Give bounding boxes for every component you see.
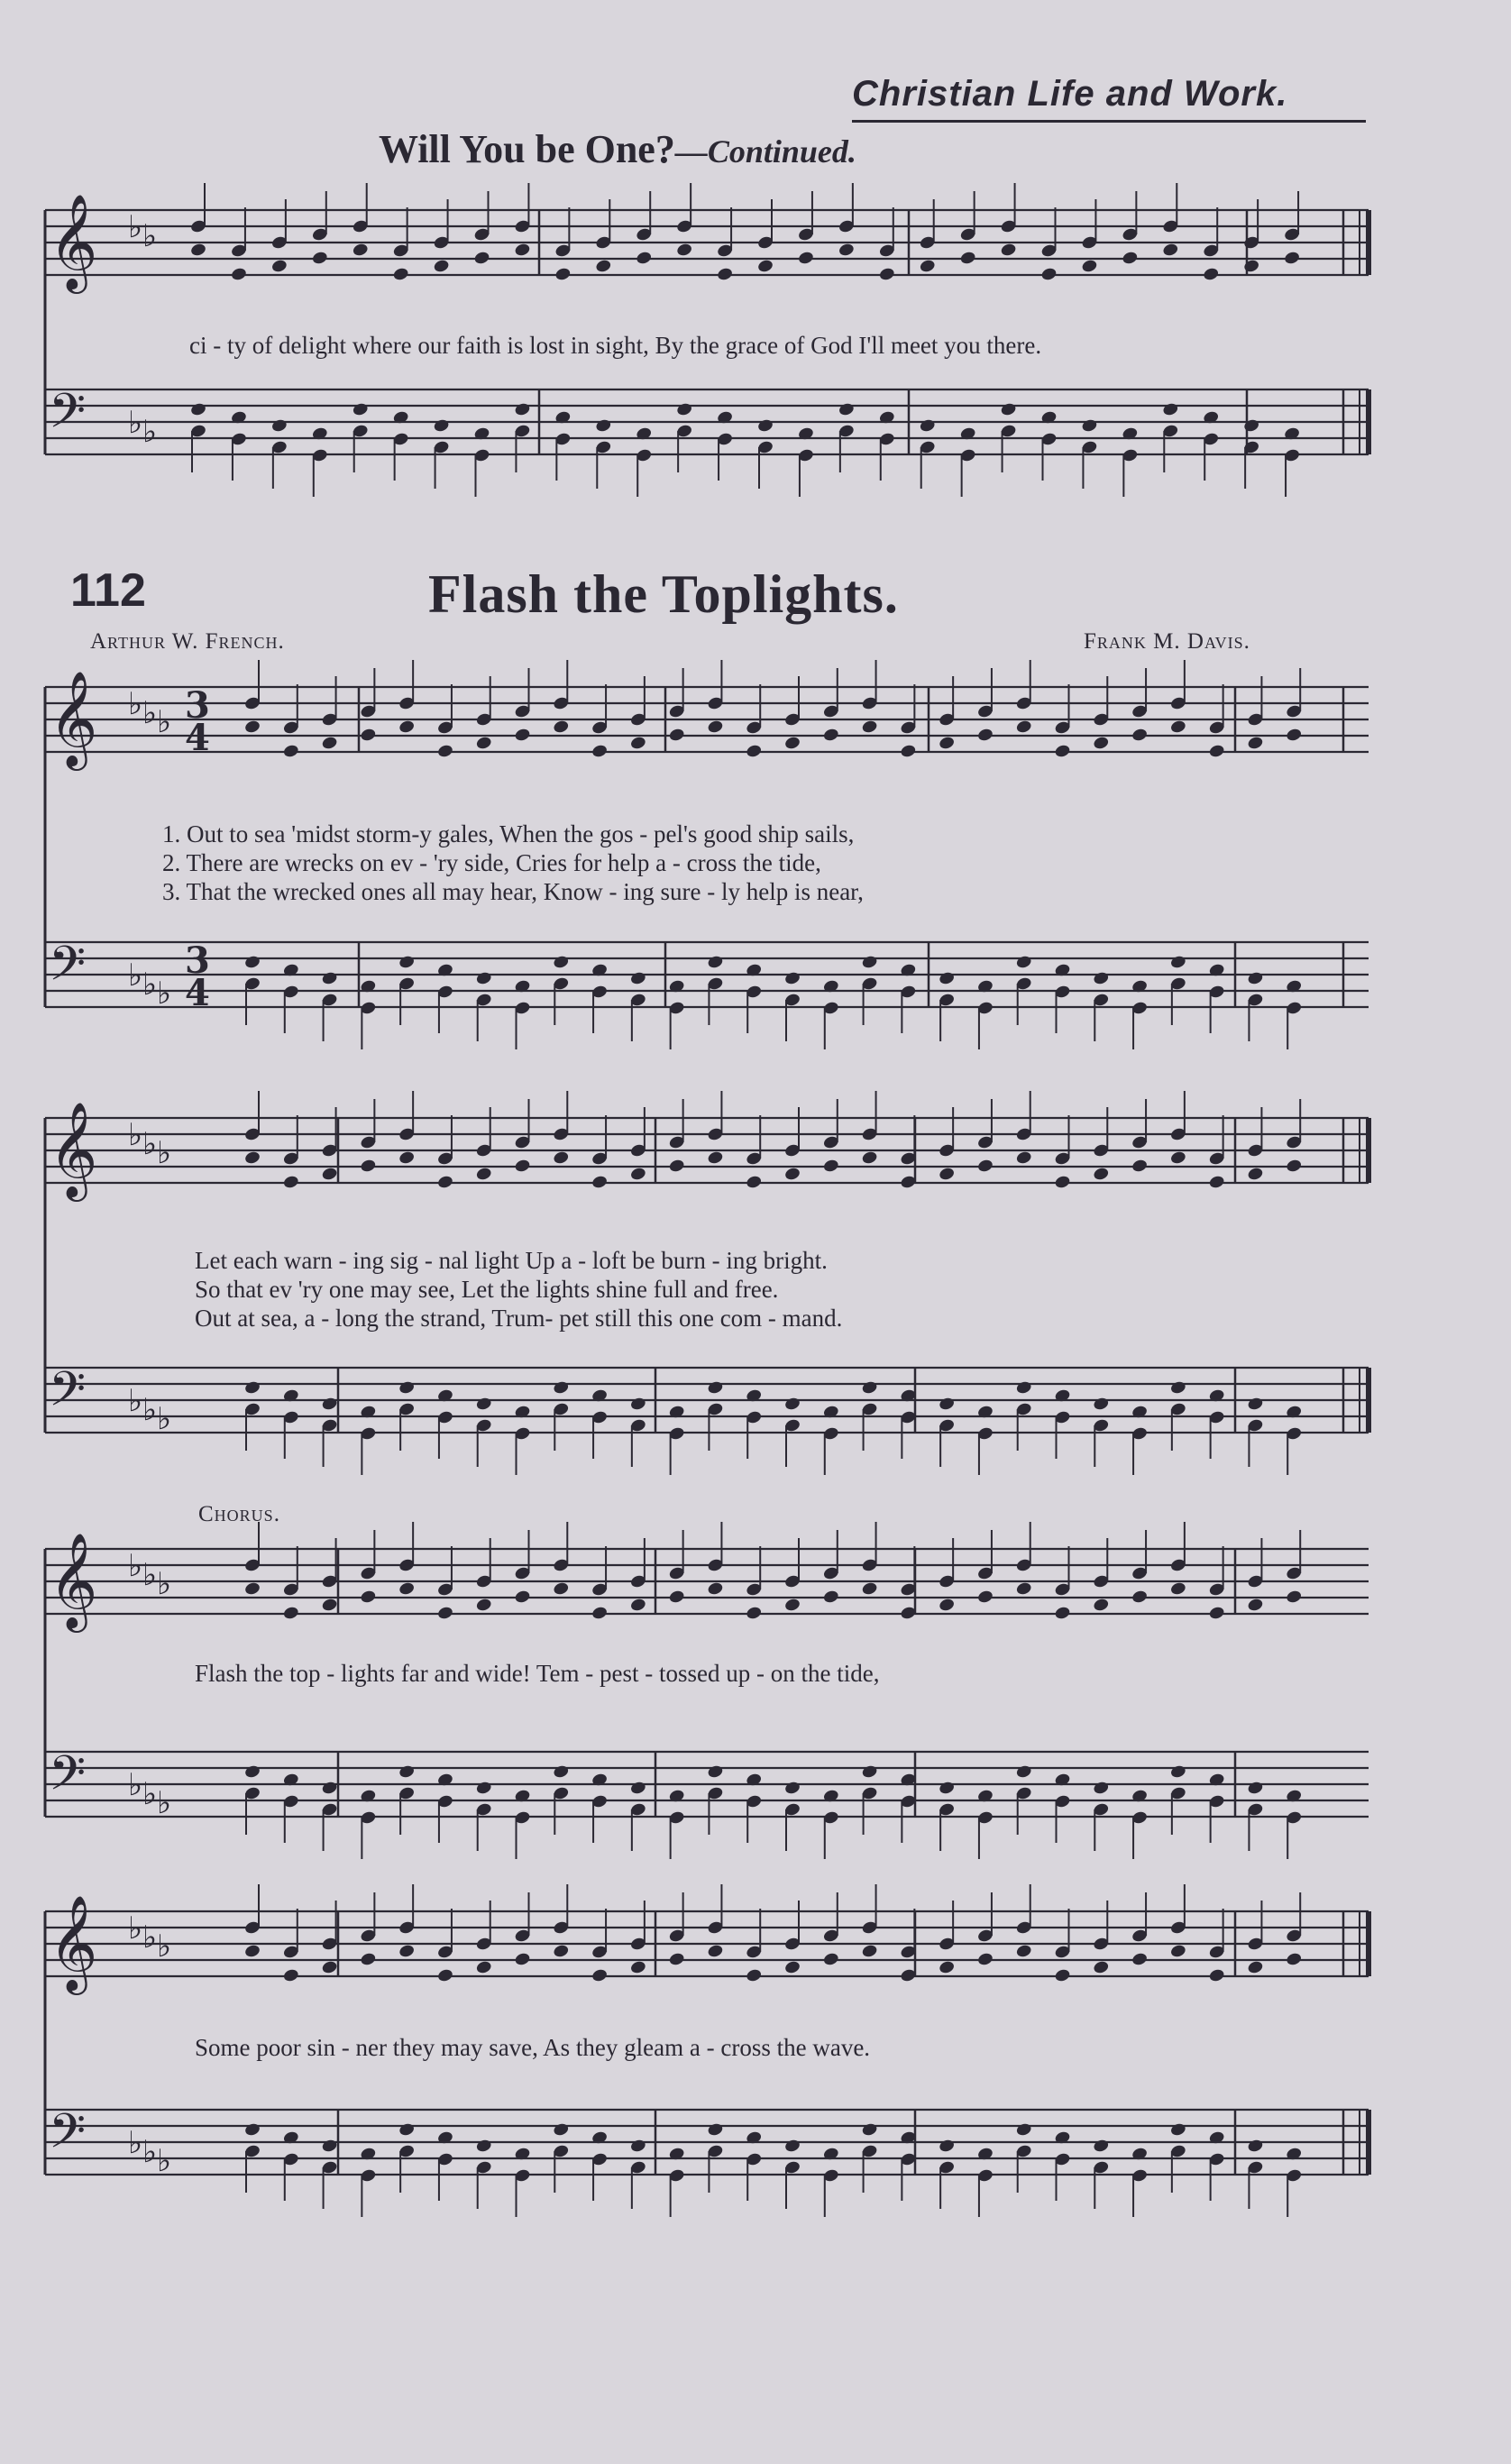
note-head — [360, 1589, 377, 1605]
note-head — [189, 243, 206, 258]
note-head — [1015, 1581, 1032, 1597]
note-head — [360, 1952, 377, 1967]
flat-sign-icon: ♭ — [142, 414, 158, 450]
flat-sign-icon: ♭ — [142, 1392, 158, 1428]
lyric-chorus-line1: Flash the top - lights far and wide! Tem - pest - tossed up - on the tide, — [195, 1660, 880, 1687]
note-head — [311, 251, 328, 266]
note-head — [707, 1150, 724, 1166]
note-head — [1247, 1960, 1264, 1975]
music-credit: Frank M. Davis. — [1084, 629, 1250, 654]
note-head — [553, 955, 570, 970]
flat-sign-icon: ♭ — [128, 405, 143, 441]
note-head — [878, 267, 895, 282]
note-head — [919, 418, 936, 434]
note-head — [668, 1952, 685, 1967]
note-head — [783, 2139, 801, 2154]
section-title: Christian Life and Work. — [852, 74, 1288, 114]
flat-sign-icon: ♭ — [128, 686, 143, 722]
continued-suffix: —Continued. — [674, 133, 856, 169]
note-head — [976, 1589, 994, 1605]
note-head — [707, 1581, 724, 1597]
note-head — [861, 1581, 878, 1597]
note-head — [321, 1167, 338, 1182]
note-head — [475, 1598, 492, 1613]
note-head — [939, 736, 956, 751]
note-head — [282, 1968, 299, 1983]
note-head — [1015, 1380, 1032, 1396]
flat-sign-icon: ♭ — [142, 1776, 158, 1812]
note-head — [591, 1175, 609, 1190]
note-head — [861, 1764, 878, 1780]
note-head — [282, 1606, 299, 1621]
flat-sign-icon: ♭ — [157, 1785, 172, 1821]
note-head — [321, 2139, 338, 2154]
note-head — [392, 267, 409, 282]
note-head — [629, 971, 646, 986]
note-head — [668, 1589, 685, 1605]
note-head — [1015, 1764, 1032, 1780]
note-head — [321, 1960, 338, 1975]
note-head — [861, 2122, 878, 2138]
note-head — [783, 1167, 801, 1182]
note-head — [861, 1380, 878, 1396]
note-head — [514, 1589, 531, 1605]
note-head — [629, 1598, 646, 1613]
note-head — [1247, 2139, 1264, 2154]
note-head — [514, 1159, 531, 1174]
note-head — [475, 2139, 492, 2154]
note-head — [1131, 1589, 1149, 1605]
note-head — [1208, 744, 1225, 759]
flat-sign-icon: ♭ — [128, 1910, 143, 1946]
note-head — [475, 736, 492, 751]
note-head — [243, 719, 261, 735]
note-head — [591, 744, 609, 759]
note-head — [707, 1764, 724, 1780]
note-head — [1169, 719, 1186, 735]
flat-sign-icon: ♭ — [128, 1383, 143, 1419]
note-head — [1015, 1150, 1032, 1166]
note-head — [436, 1968, 453, 1983]
note-head — [939, 1598, 956, 1613]
note-head — [243, 2122, 261, 2138]
note-head — [282, 1175, 299, 1190]
note-head — [398, 955, 416, 970]
flat-sign-icon: ♭ — [128, 2125, 143, 2161]
note-head — [783, 736, 801, 751]
note-head — [746, 1175, 763, 1190]
words-credit: Arthur W. French. — [90, 629, 285, 654]
lyric-line1-verse2: 2. There are wrecks on ev - 'ry side, Cries for help a - cross the tide, — [162, 849, 821, 876]
note-head — [1131, 1159, 1149, 1174]
note-head — [822, 1952, 839, 1967]
time-signature-bottom: 4 — [185, 717, 210, 759]
note-head — [1081, 259, 1098, 274]
note-head — [243, 1581, 261, 1597]
note-head — [360, 728, 377, 743]
note-head — [838, 243, 855, 258]
flat-sign-icon: ♭ — [128, 1117, 143, 1153]
note-head — [1000, 243, 1017, 258]
flat-sign-icon: ♭ — [157, 704, 172, 740]
note-head — [321, 736, 338, 751]
note-head — [230, 267, 247, 282]
note-head — [939, 1960, 956, 1975]
note-head — [746, 1606, 763, 1621]
note-head — [321, 1598, 338, 1613]
note-head — [1162, 402, 1179, 417]
note-head — [595, 259, 612, 274]
note-head — [668, 1159, 685, 1174]
note-head — [1131, 728, 1149, 743]
lyric-line2-verse1: Let each warn - ing sig - nal light Up a - loft be burn - ing bright. — [195, 1247, 828, 1274]
note-head — [398, 1764, 416, 1780]
note-head — [668, 728, 685, 743]
chorus-label: Chorus. — [198, 1502, 280, 1526]
note-head — [436, 744, 453, 759]
note-head — [939, 1397, 956, 1412]
bass-clef-icon: 𝄢 — [49, 937, 87, 1003]
note-head — [1015, 1944, 1032, 1959]
note-head — [629, 2139, 646, 2154]
note-head — [553, 1764, 570, 1780]
note-head — [270, 259, 288, 274]
note-head — [553, 1944, 570, 1959]
note-head — [746, 1968, 763, 1983]
note-head — [398, 1581, 416, 1597]
note-head — [1169, 1944, 1186, 1959]
note-head — [1093, 1397, 1110, 1412]
note-head — [822, 1159, 839, 1174]
flat-sign-icon: ♭ — [128, 1767, 143, 1803]
note-head — [939, 971, 956, 986]
note-head — [514, 728, 531, 743]
note-head — [282, 744, 299, 759]
note-head — [707, 719, 724, 735]
bass-clef-icon: 𝄢 — [49, 384, 87, 451]
note-head — [1093, 971, 1110, 986]
note-head — [861, 719, 878, 735]
note-head — [514, 402, 531, 417]
note-head — [1208, 1606, 1225, 1621]
note-head — [352, 243, 369, 258]
note-head — [976, 1159, 994, 1174]
note-head — [1284, 251, 1301, 266]
lyric-line1-verse3: 3. That the wrecked ones all may hear, Know - ing sure - ly help is near, — [162, 878, 864, 905]
note-head — [797, 251, 814, 266]
treble-clef-icon: 𝄞 — [49, 1532, 98, 1628]
note-head — [919, 259, 936, 274]
flat-sign-icon: ♭ — [142, 1557, 158, 1593]
note-head — [553, 719, 570, 735]
treble-clef-icon: 𝄞 — [49, 193, 98, 289]
treble-clef-icon: 𝄞 — [49, 1894, 98, 1991]
note-head — [554, 267, 572, 282]
note-head — [959, 251, 976, 266]
note-head — [1247, 736, 1264, 751]
note-head — [436, 1606, 453, 1621]
note-head — [321, 1397, 338, 1412]
note-head — [636, 251, 653, 266]
note-head — [939, 2139, 956, 2154]
note-head — [1015, 955, 1032, 970]
note-head — [1122, 251, 1139, 266]
flat-sign-icon: ♭ — [157, 1566, 172, 1602]
note-head — [1093, 1781, 1110, 1796]
note-head — [1286, 1589, 1303, 1605]
continued-title-text: Will You be One? — [379, 127, 675, 171]
flat-sign-icon: ♭ — [128, 209, 143, 245]
note-head — [553, 2122, 570, 2138]
note-head — [783, 1397, 801, 1412]
lyric-line2-verse2: So that ev 'ry one may see, Let the lights shine full and free. — [195, 1276, 779, 1303]
note-head — [861, 1944, 878, 1959]
note-head — [1081, 418, 1098, 434]
note-head — [1054, 1175, 1071, 1190]
note-head — [976, 1952, 994, 1967]
note-head — [707, 955, 724, 970]
note-head — [1247, 1397, 1264, 1412]
note-head — [475, 1781, 492, 1796]
bass-clef-icon: 𝄢 — [49, 1746, 87, 1813]
note-head — [398, 1380, 416, 1396]
note-head — [1208, 1968, 1225, 1983]
note-head — [707, 1944, 724, 1959]
note-head — [1093, 1598, 1110, 1613]
note-head — [553, 1150, 570, 1166]
note-head — [783, 1781, 801, 1796]
note-head — [676, 243, 693, 258]
flat-sign-icon: ♭ — [142, 2134, 158, 2170]
note-head — [398, 1150, 416, 1166]
note-head — [939, 1781, 956, 1796]
note-head — [1247, 971, 1264, 986]
lyric-line2-verse3: Out at sea, a - long the strand, Trum- pet still this one com - mand. — [195, 1305, 843, 1332]
note-head — [1203, 267, 1220, 282]
flat-sign-icon: ♭ — [142, 966, 158, 1003]
note-head — [707, 2122, 724, 2138]
note-head — [1247, 1598, 1264, 1613]
note-head — [1015, 2122, 1032, 2138]
note-head — [1162, 243, 1179, 258]
flat-sign-icon: ♭ — [157, 2143, 172, 2179]
hymn-number: 112 — [70, 564, 146, 617]
note-head — [1286, 728, 1303, 743]
note-head — [433, 259, 450, 274]
note-head — [629, 1781, 646, 1796]
continued-title — [379, 126, 856, 172]
note-head — [939, 1167, 956, 1182]
note-head — [1169, 2122, 1186, 2138]
note-head — [1093, 2139, 1110, 2154]
flat-sign-icon: ♭ — [128, 957, 143, 994]
note-head — [783, 971, 801, 986]
note-head — [360, 1159, 377, 1174]
note-head — [1054, 744, 1071, 759]
lyric-line1-verse1: 1. Out to sea 'midst storm-y gales, When the gos - pel's good ship sails, — [162, 820, 855, 847]
bass-clef-icon: 𝄢 — [49, 2104, 87, 2171]
note-head — [1243, 418, 1260, 434]
note-head — [1286, 1952, 1303, 1967]
note-head — [756, 418, 774, 434]
flat-sign-icon: ♭ — [157, 976, 172, 1012]
note-head — [1015, 719, 1032, 735]
note-head — [783, 1960, 801, 1975]
flat-sign-icon: ♭ — [142, 1919, 158, 1956]
hymn-title: Flash the Toplights. — [428, 564, 899, 624]
note-head — [1208, 1175, 1225, 1190]
note-head — [822, 728, 839, 743]
note-head — [822, 1589, 839, 1605]
note-head — [436, 1175, 453, 1190]
note-head — [1169, 955, 1186, 970]
note-head — [243, 1380, 261, 1396]
note-head — [746, 744, 763, 759]
bass-clef-icon: 𝄢 — [49, 1362, 87, 1429]
note-head — [398, 2122, 416, 2138]
note-head — [1093, 1960, 1110, 1975]
note-head — [861, 1150, 878, 1166]
flat-sign-icon: ♭ — [157, 1928, 172, 1965]
note-head — [475, 1397, 492, 1412]
note-head — [433, 418, 450, 434]
flat-sign-icon: ♭ — [157, 1401, 172, 1437]
note-head — [1054, 1606, 1071, 1621]
note-head — [1054, 1968, 1071, 1983]
note-head — [398, 1944, 416, 1959]
note-head — [1169, 1764, 1186, 1780]
note-head — [629, 736, 646, 751]
flat-sign-icon: ♭ — [157, 1135, 172, 1171]
note-head — [189, 402, 206, 417]
note-head — [1247, 1167, 1264, 1182]
note-head — [1040, 267, 1058, 282]
flat-sign-icon: ♭ — [142, 218, 158, 254]
note-head — [717, 267, 734, 282]
note-head — [629, 1167, 646, 1182]
note-head — [243, 1764, 261, 1780]
note-head — [1093, 1167, 1110, 1182]
note-head — [553, 1581, 570, 1597]
note-head — [321, 971, 338, 986]
note-head — [398, 719, 416, 735]
note-head — [783, 1598, 801, 1613]
note-head — [475, 1167, 492, 1182]
note-head — [1286, 1159, 1303, 1174]
flat-sign-icon: ♭ — [142, 695, 158, 731]
lyric-chorus-line2: Some poor sin - ner they may save, As they gleam a - cross the wave. — [195, 2034, 871, 2061]
note-head — [1247, 1781, 1264, 1796]
note-head — [861, 955, 878, 970]
note-head — [352, 402, 369, 417]
note-head — [629, 1397, 646, 1412]
note-head — [591, 1606, 609, 1621]
note-head — [321, 1781, 338, 1796]
time-signature-top: 3 — [185, 939, 210, 982]
note-head — [475, 1960, 492, 1975]
note-head — [1169, 1150, 1186, 1166]
note-head — [1169, 1581, 1186, 1597]
note-head — [1000, 402, 1017, 417]
treble-clef-icon: 𝄞 — [49, 670, 98, 766]
note-head — [591, 1968, 609, 1983]
flat-sign-icon: ♭ — [142, 1126, 158, 1162]
note-head — [473, 251, 490, 266]
note-head — [1131, 1952, 1149, 1967]
note-head — [1243, 259, 1260, 274]
note-head — [976, 728, 994, 743]
note-head — [514, 243, 531, 258]
note-head — [838, 402, 855, 417]
note-head — [900, 744, 917, 759]
note-head — [676, 402, 693, 417]
continuation-lyric: ci - ty of delight where our faith is lost in sight, By the grace of God I'll meet you there. — [189, 332, 1042, 359]
note-head — [553, 1380, 570, 1396]
note-head — [243, 955, 261, 970]
note-head — [1169, 1380, 1186, 1396]
flat-sign-icon: ♭ — [128, 1548, 143, 1584]
section-rule — [852, 120, 1366, 123]
note-head — [475, 971, 492, 986]
note-head — [629, 1960, 646, 1975]
time-signature-bottom: 4 — [185, 972, 210, 1014]
treble-clef-icon: 𝄞 — [49, 1101, 98, 1197]
note-head — [243, 1150, 261, 1166]
note-head — [707, 1380, 724, 1396]
note-head — [243, 1944, 261, 1959]
note-head — [270, 418, 288, 434]
note-head — [756, 259, 774, 274]
note-head — [514, 1952, 531, 1967]
note-head — [1093, 736, 1110, 751]
note-head — [595, 418, 612, 434]
time-signature-top: 3 — [185, 684, 210, 727]
